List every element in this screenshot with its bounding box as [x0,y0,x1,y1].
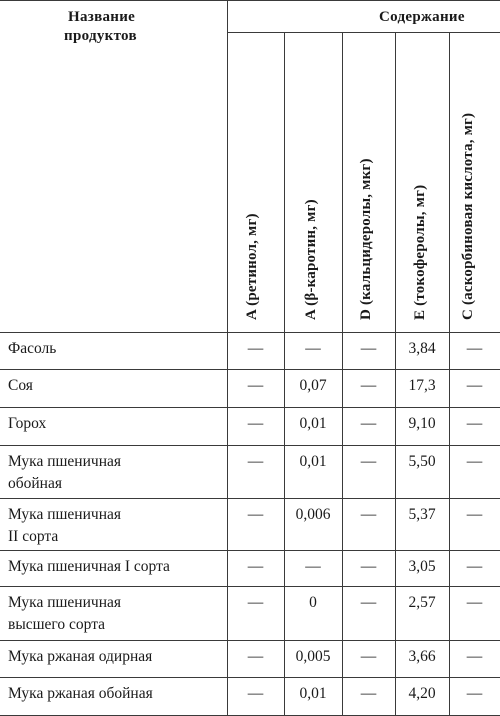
content-header: Содержание [379,9,465,25]
value-cell: — [466,415,483,432]
value-cell: 9,10 [408,415,436,432]
row-divider [0,586,500,587]
value-cell: 0,005 [295,648,331,665]
column-header-calciferols: D (кальцидеролы, мкг) [358,158,374,320]
value-cell: 5,50 [408,453,436,470]
value-cell: — [360,558,377,575]
product-name: Мука ржаная обойная [8,685,153,702]
value-cell: — [360,506,377,523]
product-name: Фасоль [8,340,57,357]
product-name: Горох [8,415,47,432]
value-cell: — [360,453,377,470]
row-divider [0,369,500,370]
value-cell: — [360,648,377,665]
column-header-tocopherols: E (токоферолы, мг) [412,184,428,320]
value-cell: 3,66 [408,648,436,665]
products-header-line2: продуктов [64,28,137,44]
row-divider [0,640,500,641]
product-name: Мука пшеничная II сорта [8,506,121,545]
row-divider [0,407,500,408]
value-cell: — [466,685,483,702]
value-cell: 0,006 [295,506,331,523]
value-cell: — [360,685,377,702]
value-cell: 3,05 [408,558,436,575]
value-cell: — [466,453,483,470]
column-header-ascorbic-acid: C (аскорбиновая кислота, мг) [460,112,476,320]
value-cell: 4,20 [408,685,436,702]
value-cell: — [360,340,377,357]
row-divider [0,332,500,333]
value-cell: — [247,685,264,702]
value-cell: — [466,377,483,394]
column-header-retinol: A (ретинол, мг) [244,213,260,320]
value-cell: — [360,594,377,611]
value-cell: 2,57 [408,594,436,611]
value-cell: 3,84 [408,340,436,357]
value-cell: 0,07 [299,377,327,394]
row-divider [0,498,500,499]
value-cell: 5,37 [408,506,436,523]
value-cell: — [247,340,264,357]
value-cell: — [247,506,264,523]
value-cell: — [466,506,483,523]
value-cell: — [360,415,377,432]
value-cell: — [247,594,264,611]
row-divider [0,445,500,446]
row-divider [0,550,500,551]
value-cell: — [360,377,377,394]
value-cell: — [305,340,321,357]
product-name: Мука ржаная одирная [8,648,153,665]
product-name: Мука пшеничная обойная [8,453,121,492]
value-cell: — [247,415,264,432]
value-cell: — [466,558,483,575]
product-name: Соя [8,377,33,394]
value-cell: 0,01 [299,453,327,470]
row-divider [0,677,500,678]
value-cell: — [466,648,483,665]
value-cell: — [305,558,321,575]
value-cell: — [247,558,264,575]
column-header-beta-carotene: A (β-каротин, мг) [303,199,319,320]
value-cell: — [247,453,264,470]
table-top-border [0,0,500,1]
value-cell: 0 [309,594,317,611]
value-cell: — [466,340,483,357]
content-header-rule [227,32,500,33]
value-cell: — [466,594,483,611]
value-cell: — [247,377,264,394]
value-cell: 0,01 [299,685,327,702]
product-name: Мука пшеничная I сорта [8,558,170,575]
value-cell: 17,3 [408,377,436,394]
value-cell: — [247,648,264,665]
product-name: Мука пшеничная высшего сорта [8,594,121,633]
products-header-line1: Название [68,9,136,25]
value-cell: 0,01 [299,415,327,432]
